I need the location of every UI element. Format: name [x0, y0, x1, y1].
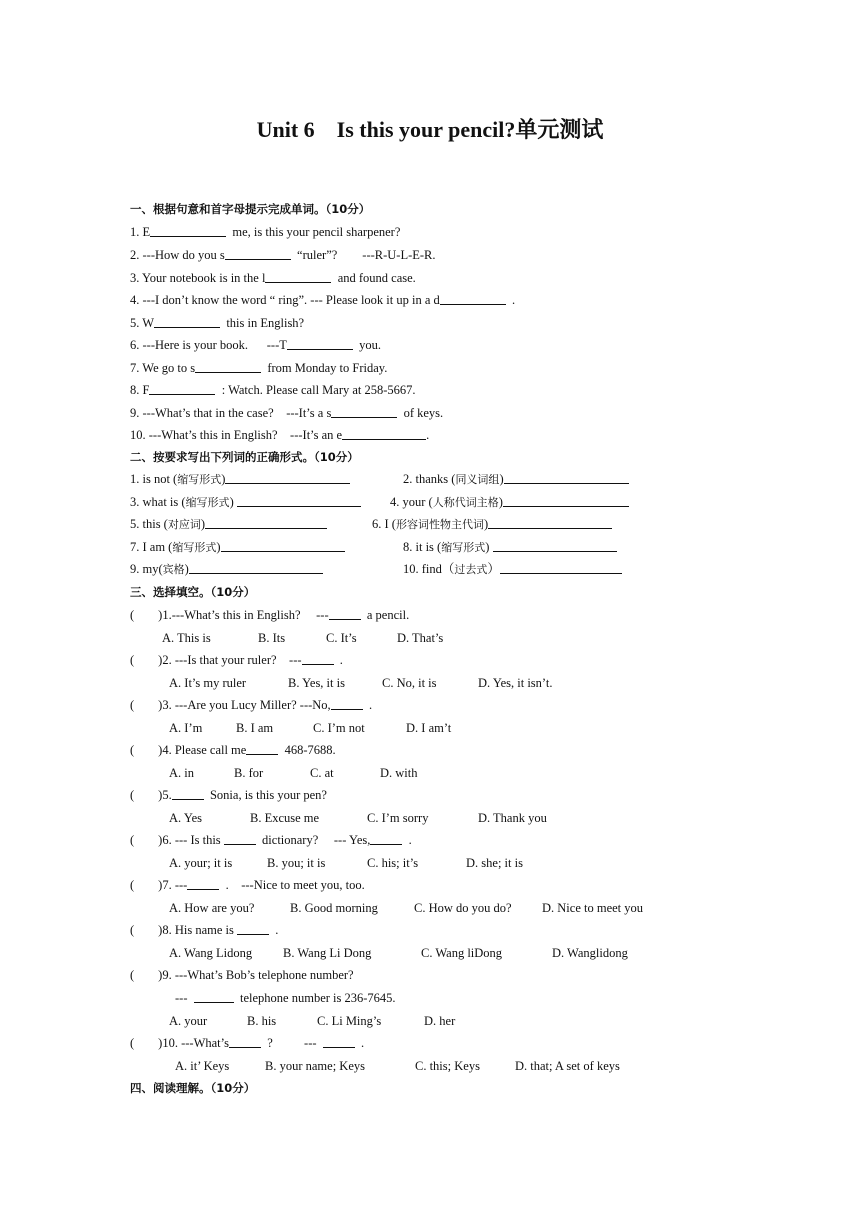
option-d[interactable]: D. with	[380, 766, 418, 780]
blank-line[interactable]	[172, 787, 204, 800]
blank-line[interactable]	[440, 292, 506, 305]
option-a[interactable]: A. How are you?	[169, 901, 255, 915]
option-b[interactable]: B. Yes, it is	[288, 676, 345, 690]
option-b[interactable]: B. for	[234, 766, 264, 780]
s3-question-3: ( )3. ---Are you Lucy Miller? ---No, .	[130, 698, 373, 712]
blank-line[interactable]	[205, 516, 327, 529]
s1-item-8: 8. F : Watch. Please call Mary at 258-5667.	[130, 383, 416, 397]
blank-line[interactable]	[370, 832, 402, 845]
s3-question-7: ( )7. --- . ---Nice to meet you, too.	[130, 878, 365, 892]
s3-question-6: ( )6. --- Is this dictionary? --- Yes, .	[130, 833, 412, 847]
blank-line[interactable]	[323, 1035, 355, 1048]
blank-line[interactable]	[225, 471, 350, 484]
option-a[interactable]: A. your	[169, 1014, 208, 1028]
option-b[interactable]: B. I am	[236, 721, 274, 735]
s1-item-1: 1. E me, is this your pencil sharpener?	[130, 225, 401, 239]
s1-item-7: 7. We go to s from Monday to Friday.	[130, 361, 388, 375]
s2-item-10: 10. find（过去式）	[403, 561, 622, 578]
s2-item-1: 1. is not (缩写形式)	[130, 471, 350, 488]
option-c[interactable]: C. I’m sorry	[367, 811, 429, 825]
section-4-heading: 四、阅读理解。（10分）	[130, 1081, 256, 1095]
blank-line[interactable]	[229, 1035, 261, 1048]
s3-question-5: ( )5. Sonia, is this your pen?	[130, 788, 327, 802]
option-c[interactable]: C. his; it’s	[367, 856, 419, 870]
option-a[interactable]: A. Yes	[169, 811, 203, 825]
blank-line[interactable]	[237, 922, 269, 935]
option-c[interactable]: C. this; Keys	[415, 1059, 480, 1073]
s2-item-2: 2. thanks (同义词组)	[403, 471, 629, 488]
section-2-heading: 二、按要求写出下列词的正确形式。（10分）	[130, 450, 359, 464]
blank-line[interactable]	[265, 270, 331, 283]
blank-line[interactable]	[224, 832, 256, 845]
option-c[interactable]: C. It’s	[326, 631, 357, 645]
blank-line[interactable]	[504, 471, 629, 484]
option-c[interactable]: C. at	[310, 766, 334, 780]
option-c[interactable]: C. Li Ming’s	[317, 1014, 382, 1028]
s2-item-3: 3. what is (缩写形式)	[130, 494, 361, 511]
option-c[interactable]: C. Wang liDong	[421, 946, 503, 960]
s1-item-5: 5. W this in English?	[130, 316, 305, 330]
blank-line[interactable]	[150, 224, 226, 237]
s2-item-9: 9. my(宾格)	[130, 561, 323, 578]
option-d[interactable]: D. Thank you	[478, 811, 547, 825]
s3-question-9: ( )9. ---What’s Bob’s telephone number?	[130, 968, 354, 982]
s2-item-8: 8. it is (缩写形式)	[403, 539, 617, 556]
option-b[interactable]: B. your name; Keys	[265, 1059, 365, 1073]
option-a[interactable]: A. It’s my ruler	[169, 676, 247, 690]
blank-line[interactable]	[221, 539, 345, 552]
option-a[interactable]: A. Wang Lidong	[169, 946, 253, 960]
option-c[interactable]: C. I’m not	[313, 721, 365, 735]
blank-line[interactable]	[493, 539, 617, 552]
option-a[interactable]: A. This is	[162, 631, 211, 645]
blank-line[interactable]	[500, 561, 622, 574]
option-b[interactable]: B. Excuse me	[250, 811, 320, 825]
s3-question-9-sub: --- telephone number is 236-7645.	[175, 991, 396, 1005]
option-d[interactable]: D. Wanglidong	[552, 946, 628, 960]
s2-item-4: 4. your (人称代词主格)	[390, 494, 629, 511]
blank-line[interactable]	[237, 494, 361, 507]
option-b[interactable]: B. Wang Li Dong	[283, 946, 372, 960]
s3-question-2: ( )2. ---Is that your ruler? --- .	[130, 653, 343, 667]
s1-item-2: 2. ---How do you s “ruler”? ---R-U-L-E-R.	[130, 248, 436, 262]
blank-line[interactable]	[503, 494, 629, 507]
blank-line[interactable]	[187, 877, 219, 890]
s3-question-10: ( )10. ---What’s ? --- .	[130, 1036, 365, 1050]
s3-question-1: ( )1.---What’s this in English? --- a pencil.	[130, 608, 410, 622]
section-3-heading: 三、选择填空。（10分）	[130, 585, 256, 599]
option-a[interactable]: A. in	[169, 766, 194, 780]
s1-item-9: 9. ---What’s that in the case? ---It’s a s of keys.	[130, 406, 444, 420]
blank-line[interactable]	[225, 247, 291, 260]
option-a[interactable]: A. it’ Keys	[175, 1059, 230, 1073]
blank-line[interactable]	[246, 742, 278, 755]
option-b[interactable]: B. you; it is	[267, 856, 326, 870]
option-b[interactable]: B. Good morning	[290, 901, 378, 915]
option-d[interactable]: D. Yes, it isn’t.	[478, 676, 553, 690]
s1-item-6: 6. ---Here is your book. ---T you.	[130, 338, 382, 352]
option-c[interactable]: C. How do you do?	[414, 901, 512, 915]
option-d[interactable]: D. That’s	[397, 631, 444, 645]
blank-line[interactable]	[342, 427, 426, 440]
blank-line[interactable]	[154, 315, 220, 328]
s1-item-3: 3. Your notebook is in the l and found case.	[130, 271, 416, 285]
s1-item-10: 10. ---What’s this in English? ---It’s an e .	[130, 428, 430, 442]
option-c[interactable]: C. No, it is	[382, 676, 437, 690]
blank-line[interactable]	[149, 382, 215, 395]
blank-line[interactable]	[331, 405, 397, 418]
option-a[interactable]: A. I’m	[169, 721, 203, 735]
section-1-heading: 一、根据句意和首字母提示完成单词。（10分）	[130, 202, 371, 216]
s3-question-8: ( )8. His name is .	[130, 923, 279, 937]
option-d[interactable]: D. she; it is	[466, 856, 523, 870]
blank-line[interactable]	[488, 516, 612, 529]
s2-item-6: 6. I (形容词性物主代词)	[372, 516, 612, 533]
s1-item-4: 4. ---I don’t know the word “ ring”. --- Please look it up in a d .	[130, 293, 516, 307]
option-d[interactable]: D. that; A set of keys	[515, 1059, 620, 1073]
blank-line[interactable]	[287, 337, 353, 350]
option-b[interactable]: B. his	[247, 1014, 277, 1028]
blank-line[interactable]	[329, 607, 361, 620]
s3-question-4: ( )4. Please call me 468-7688.	[130, 743, 336, 757]
option-d[interactable]: D. her	[424, 1014, 456, 1028]
blank-line[interactable]	[331, 697, 363, 710]
option-b[interactable]: B. Its	[258, 631, 286, 645]
option-d[interactable]: D. Nice to meet you	[542, 901, 644, 915]
s2-item-7: 7. I am (缩写形式)	[130, 539, 345, 556]
s2-item-5: 5. this (对应词)	[130, 516, 327, 533]
option-a[interactable]: A. your; it is	[169, 856, 233, 870]
page-title: Unit 6 Is this your pencil?单元测试	[256, 117, 604, 142]
blank-line[interactable]	[302, 652, 334, 665]
blank-line[interactable]	[195, 360, 261, 373]
blank-line[interactable]	[194, 990, 234, 1003]
option-d[interactable]: D. I am’t	[406, 721, 452, 735]
blank-line[interactable]	[189, 561, 323, 574]
